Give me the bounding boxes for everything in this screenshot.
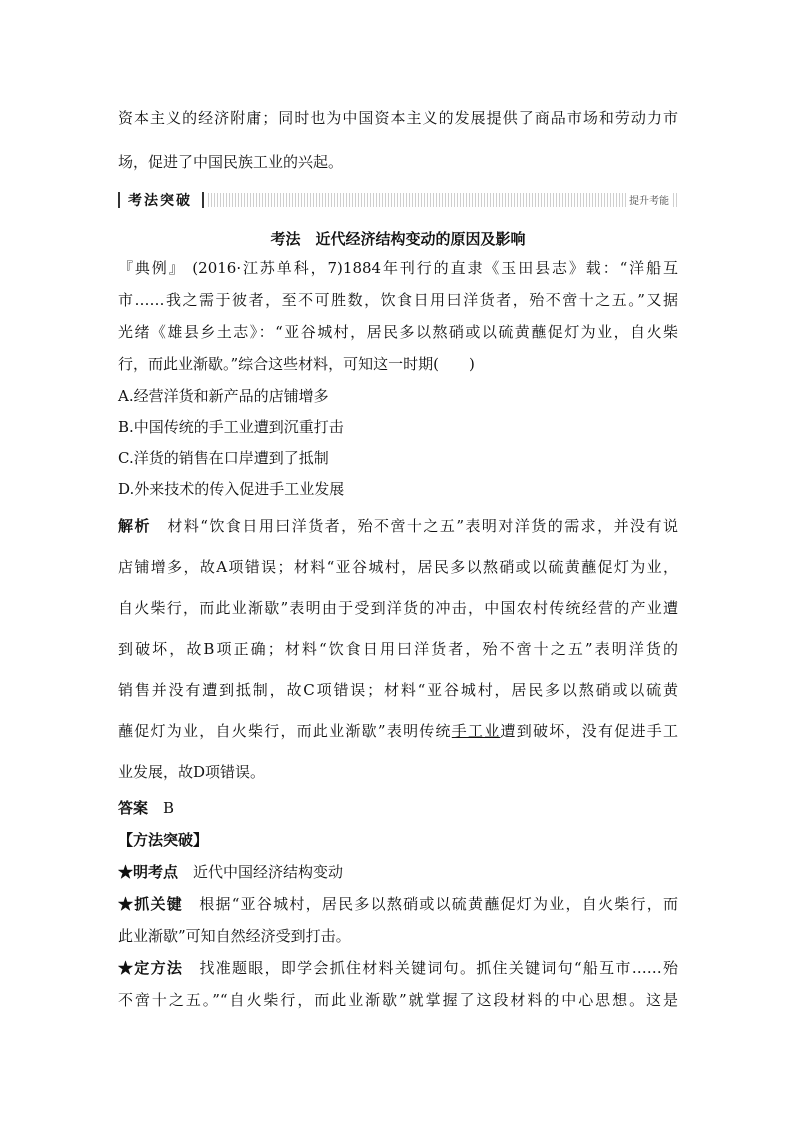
example-label: 『典例』	[118, 259, 186, 277]
option-b: B.中国传统的手工业遭到沉重打击	[118, 418, 344, 436]
analysis-line-5: 销售并没有遭到抵制，故C项错误；材料“亚谷城村，居民多以熬硝或以硫黄	[118, 681, 678, 699]
option-c: C.洋货的销售在口岸遭到了抵制	[118, 449, 329, 467]
intro-line-1: 资本主义的经济附庸；同时也为中国资本主义的发展提供了商品市场和劳动力市	[118, 109, 678, 127]
method-point-2-line-2: 此业渐歇”可知自然经济受到打击。	[118, 927, 351, 945]
intro-line-2: 场，促进了中国民族工业的兴起。	[118, 153, 344, 171]
banner-bar-left	[118, 192, 120, 208]
method-point-2	[118, 894, 678, 914]
analysis-line-3: 自火柴行，而此业渐歇”表明由于受到洋货的冲击，中国农村传统经营的产业遭	[118, 599, 678, 617]
example-line-1	[118, 258, 678, 278]
section-title: 考法 近代经济结构变动的原因及影响	[270, 230, 526, 248]
example-source: (2016·江苏单科，7)1884年刊行的直隶《玉田县志》载：“洋船互	[185, 259, 678, 277]
analysis-line-1	[118, 516, 678, 536]
banner-hatch	[208, 193, 678, 207]
method-point-1	[118, 862, 343, 882]
analysis-text-6u: 手工业	[451, 722, 501, 740]
example-line-3: 光绪《雄县乡土志》：“亚谷城村，居民多以熬硝或以硫黄蘸促灯为业，自火柴	[118, 323, 678, 341]
answer-value: B	[163, 799, 175, 817]
option-d: D.外来技术的传入促进手工业发展	[118, 480, 345, 498]
method-heading: 【方法突破】	[118, 831, 209, 849]
method-point-3-line-2: 不啻十之五。”“自火柴行，而此业渐歇”就掌握了这段材料的中心思想。这是	[118, 991, 678, 1009]
analysis-label: 解析	[118, 517, 151, 535]
analysis-text-1: 材料“饮食日用曰洋货者，殆不啻十之五”表明对洋货的需求，并没有说	[167, 517, 678, 535]
analysis-line-4: 到破坏，故B项正确；材料“饮食日用曰洋货者，殆不啻十之五”表明洋货的	[118, 640, 678, 658]
banner-tag: 提升考能	[626, 192, 672, 207]
section-banner	[118, 189, 678, 213]
answer-line	[118, 798, 174, 818]
answer-label: 答案	[118, 799, 149, 817]
method-point-3-text: 找准题眼，即学会抓住材料关键词句。抓住关键词句“船互市……殆	[199, 959, 678, 977]
analysis-text-6a: 蘸促灯为业，自火柴行，而此业渐歇”表明传统	[118, 722, 452, 740]
banner-bar-mid	[202, 192, 204, 208]
method-point-1-text: 近代中国经济结构变动	[193, 863, 344, 881]
analysis-line-7: 业发展，故D项错误。	[118, 763, 266, 781]
example-line-4: 行，而此业渐歇。”综合这些材料，可知这一时期( )	[118, 355, 475, 373]
analysis-line-6	[118, 721, 678, 741]
banner-title: 考法突破	[128, 193, 192, 209]
analysis-line-2: 店铺增多，故A项错误；材料“亚谷城村，居民多以熬硝或以硫黄蘸促灯为业，	[118, 558, 678, 576]
method-point-1-label: ★明考点	[118, 863, 179, 881]
analysis-text-6b: 遭到破坏，没有促进手工	[500, 722, 678, 740]
method-point-3-label: ★定方法	[118, 959, 184, 977]
method-point-2-text: 根据“亚谷城村，居民多以熬硝或以硫黄蘸促灯为业，自火柴行，而	[199, 895, 678, 913]
option-a: A.经营洋货和新产品的店铺增多	[118, 387, 329, 405]
method-point-2-label: ★抓关键	[118, 895, 183, 913]
example-line-2: 市……我之需于彼者，至不可胜数，饮食日用曰洋货者，殆不啻十之五。”又据	[118, 291, 678, 309]
method-point-3	[118, 958, 678, 978]
